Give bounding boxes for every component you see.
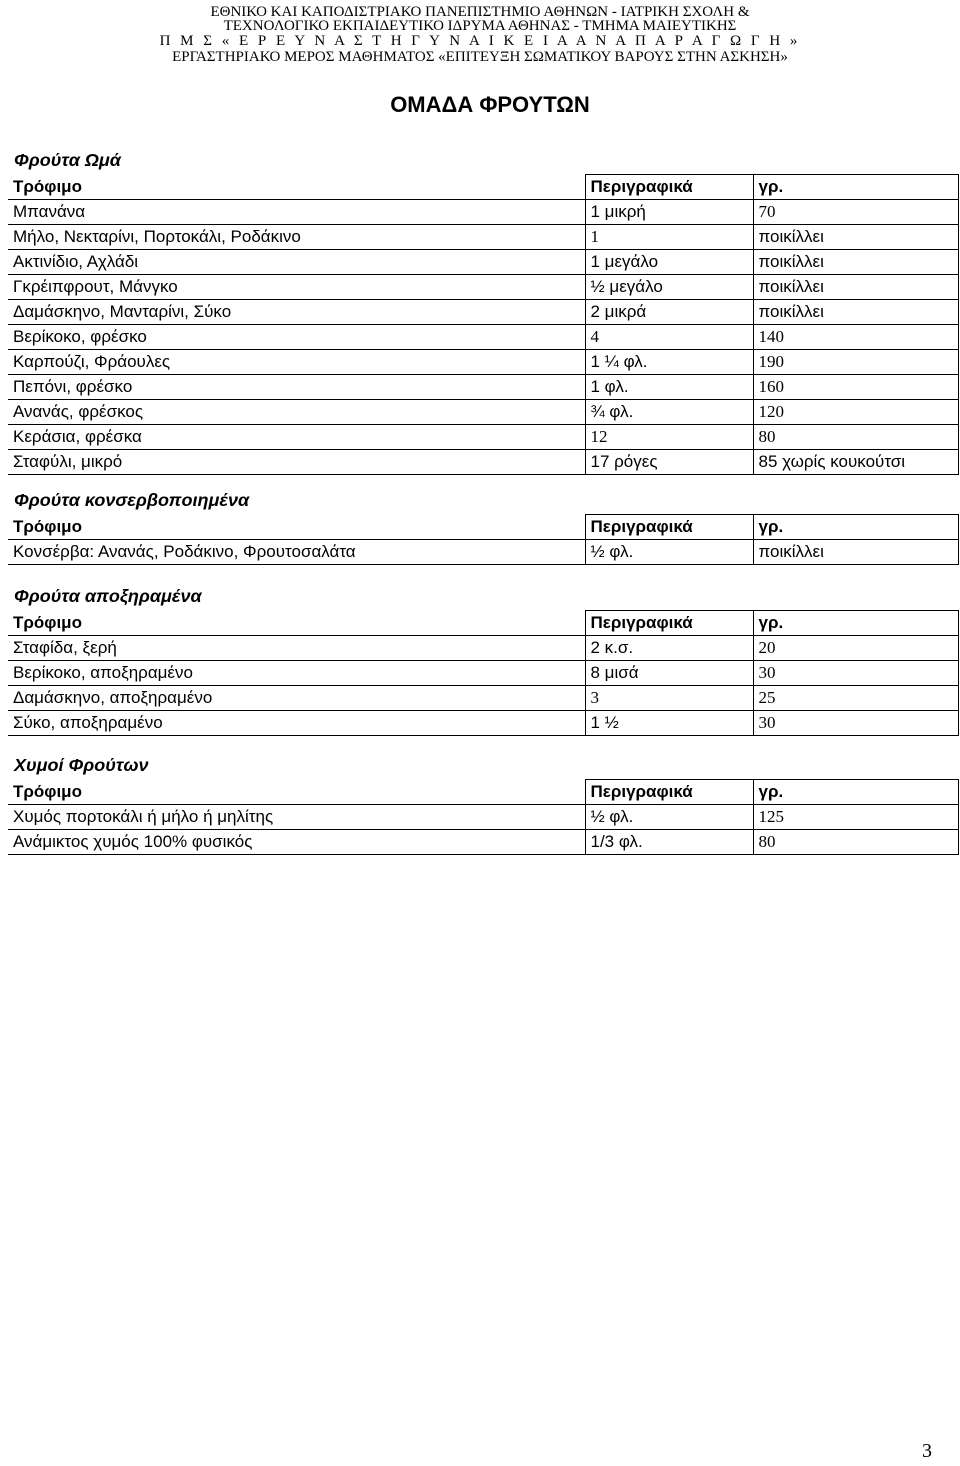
table-row — [8, 300, 958, 325]
section-title: Φρούτα κονσερβοποιημένα — [14, 490, 250, 510]
food-grams: 190 — [753, 350, 958, 375]
table-body — [8, 175, 958, 475]
table-row — [8, 425, 958, 450]
food-grams: 140 — [753, 325, 958, 350]
food-name: Καρπούζι, Φράουλες — [8, 350, 585, 375]
table-row — [8, 350, 958, 375]
header-grams: γρ. — [753, 611, 958, 636]
header-desc: Περιγραφικά — [585, 611, 753, 636]
table-body — [8, 780, 958, 855]
food-table — [8, 514, 959, 565]
header-food: Τρόφιμο — [8, 780, 585, 805]
table-row — [8, 450, 958, 475]
table-row — [8, 686, 958, 711]
header-desc: Περιγραφικά — [585, 780, 753, 805]
food-name: Κονσέρβα: Ανανάς, Ροδάκινο, Φρουτοσαλάτα — [8, 540, 585, 565]
header-food: Τρόφιμο — [8, 611, 585, 636]
food-portion: 2 μικρά — [585, 300, 753, 325]
food-name: Σταφίδα, ξερή — [8, 636, 585, 661]
food-portion: 1 ½ — [585, 711, 753, 736]
table-row — [8, 830, 958, 855]
header-grams: γρ. — [753, 515, 958, 540]
header-food: Τρόφιμο — [8, 515, 585, 540]
header-food: Τρόφιμο — [8, 175, 585, 200]
header-desc: Περιγραφικά — [585, 175, 753, 200]
food-portion: ½ φλ. — [585, 540, 753, 565]
food-name: Σύκο, αποξηραμένο — [8, 711, 585, 736]
table-header-row — [8, 611, 958, 636]
table-row — [8, 250, 958, 275]
table-body — [8, 515, 958, 565]
food-grams: ποικίλλει — [753, 300, 958, 325]
food-grams: 25 — [753, 686, 958, 711]
food-portion: 1/3 φλ. — [585, 830, 753, 855]
food-table — [8, 610, 959, 736]
food-portion: 1 φλ. — [585, 375, 753, 400]
section-title: Φρούτα αποξηραμένα — [14, 586, 202, 606]
table-header-row — [8, 175, 958, 200]
food-name: Δαμάσκηνο, αποξηραμένο — [8, 686, 585, 711]
food-table — [8, 174, 959, 475]
table-row — [8, 400, 958, 425]
header-desc: Περιγραφικά — [585, 515, 753, 540]
food-name: Βερίκοκο, αποξηραμένο — [8, 661, 585, 686]
table-header-row — [8, 515, 958, 540]
header-line-3: Π Μ Σ « Ε Ρ Ε Υ Ν Α Σ Τ Η Γ Υ Ν Α Ι Κ Ε Ι Α Α Ν Α Π Α Ρ Α Γ Ω Γ Η » — [159, 33, 801, 49]
table-body — [8, 611, 958, 736]
table-row — [8, 225, 958, 250]
food-grams: 80 — [753, 830, 958, 855]
table-row — [8, 200, 958, 225]
section-title: Φρούτα Ωμά — [14, 150, 121, 170]
food-portion: 17 ρόγες — [585, 450, 753, 475]
header-line-1: ΕΘΝΙΚΟ ΚΑΙ ΚΑΠΟΔΙΣΤΡΙΑΚΟ ΠΑΝΕΠΙΣΤΗΜΙΟ ΑΘΗΝΩΝ - ΙΑΤΡΙΚΗ ΣΧΟΛΗ & — [210, 4, 750, 20]
food-grams: 30 — [753, 661, 958, 686]
food-grams: 160 — [753, 375, 958, 400]
food-name: Κεράσια, φρέσκα — [8, 425, 585, 450]
food-grams: 20 — [753, 636, 958, 661]
food-grams: 80 — [753, 425, 958, 450]
food-portion: 3 — [585, 686, 753, 711]
food-name: Πεπόνι, φρέσκο — [8, 375, 585, 400]
food-portion: 1 μεγάλο — [585, 250, 753, 275]
food-grams: ποικίλλει — [753, 540, 958, 565]
food-name: Βερίκοκο, φρέσκο — [8, 325, 585, 350]
food-name: Γκρέιπφρουτ, Μάνγκο — [8, 275, 585, 300]
food-name: Μήλο, Νεκταρίνι, Πορτοκάλι, Ροδάκινο — [8, 225, 585, 250]
food-portion: 4 — [585, 325, 753, 350]
header-line-4: ΕΡΓΑΣΤΗΡΙΑΚΟ ΜΕΡΟΣ ΜΑΘΗΜΑΤΟΣ «ΕΠΙΤΕΥΞΗ ΣΩΜΑΤΙΚΟΥ ΒΑΡΟΥΣ ΣΤΗΝ ΑΣΚΗΣΗ» — [172, 49, 788, 65]
food-name: Ανάμικτος χυμός 100% φυσικός — [8, 830, 585, 855]
food-name: Σταφύλι, μικρό — [8, 450, 585, 475]
food-grams: 120 — [753, 400, 958, 425]
food-name: Μπανάνα — [8, 200, 585, 225]
food-grams: ποικίλλει — [753, 250, 958, 275]
food-name: Ανανάς, φρέσκος — [8, 400, 585, 425]
table-row — [8, 540, 958, 565]
food-portion: 1 — [585, 225, 753, 250]
food-grams: 85 χωρίς κουκούτσι — [753, 450, 958, 475]
header-grams: γρ. — [753, 780, 958, 805]
food-portion: ½ μεγάλο — [585, 275, 753, 300]
food-grams: ποικίλλει — [753, 275, 958, 300]
page-number: 3 — [922, 1440, 932, 1462]
section-title: Χυμοί Φρούτων — [14, 755, 149, 775]
food-portion: 8 μισά — [585, 661, 753, 686]
food-portion: 1 ¼ φλ. — [585, 350, 753, 375]
food-portion: 12 — [585, 425, 753, 450]
table-header-row — [8, 780, 958, 805]
table-row — [8, 325, 958, 350]
food-grams: 125 — [753, 805, 958, 830]
food-portion: 1 μικρή — [585, 200, 753, 225]
food-name: Χυμός πορτοκάλι ή μήλο ή μηλίτης — [8, 805, 585, 830]
table-row — [8, 375, 958, 400]
table-row — [8, 636, 958, 661]
table-row — [8, 275, 958, 300]
table-row — [8, 661, 958, 686]
food-portion: ¾ φλ. — [585, 400, 753, 425]
table-row — [8, 711, 958, 736]
table-row — [8, 805, 958, 830]
food-portion: 2 κ.σ. — [585, 636, 753, 661]
food-grams: 30 — [753, 711, 958, 736]
food-portion: ½ φλ. — [585, 805, 753, 830]
food-grams: 70 — [753, 200, 958, 225]
page-title: ΟΜΑΔΑ ΦΡΟΥΤΩΝ — [390, 92, 590, 117]
food-name: Δαμάσκηνο, Μανταρίνι, Σύκο — [8, 300, 585, 325]
header-grams: γρ. — [753, 175, 958, 200]
header-line-2: ΤΕΧΝΟΛΟΓΙΚΟ ΕΚΠΑΙΔΕΥΤΙΚΟ ΙΔΡΥΜΑ ΑΘΗΝΑΣ - ΤΜΗΜΑ ΜΑΙΕΥΤΙΚΗΣ — [223, 18, 737, 34]
food-grams: ποικίλλει — [753, 225, 958, 250]
food-table — [8, 779, 959, 855]
food-name: Ακτινίδιο, Αχλάδι — [8, 250, 585, 275]
